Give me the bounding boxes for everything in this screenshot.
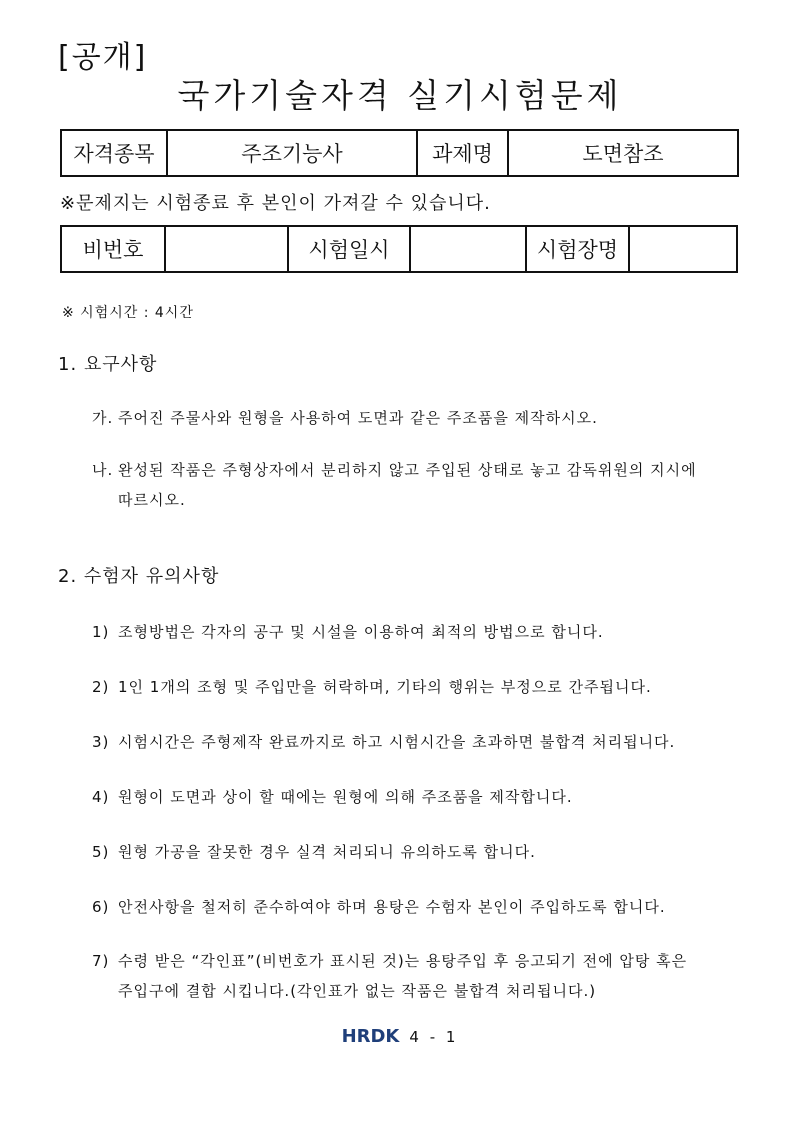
item-label: 4) — [92, 788, 110, 806]
item-text: 안전사항을 철저히 준수하여야 하며 용탕은 수험자 본인이 주입하도록 합니다. — [118, 898, 666, 916]
list-item — [92, 672, 744, 702]
list-item — [92, 892, 744, 922]
item-label: 가. — [92, 409, 114, 427]
item-label: 나. — [92, 461, 114, 479]
item-text: 원형 가공을 잘못한 경우 실격 처리되니 유의하도록 합니다. — [118, 843, 536, 861]
list-item — [92, 837, 744, 867]
item-label: 3) — [92, 733, 110, 751]
page-number: 4 - 1 — [409, 1028, 459, 1046]
exam-time: ※ 시험시간 : 4시간 — [62, 305, 194, 321]
item-label: 2) — [92, 678, 110, 696]
item-label: 1) — [92, 623, 110, 641]
info-table — [60, 129, 739, 177]
item-text: 수령 받은 “각인표”(비번호가 표시된 것)는 용탕주입 후 응고되기 전에 압탕 혹은 — [118, 952, 688, 970]
number-label: 비번호 — [61, 226, 165, 272]
date-label: 시험일시 — [288, 226, 410, 272]
list-item — [92, 727, 744, 757]
item-text: 1인 1개의 조형 및 주입만을 허락하며, 기타의 행위는 부정으로 간주됩니다. — [118, 678, 652, 696]
item-text-continued: 주입구에 결합 시킵니다.(각인표가 없는 작품은 불합격 처리됩니다.) — [118, 982, 597, 1000]
item-text: 조형방법은 각자의 공구 및 시설을 이용하여 최적의 방법으로 합니다. — [118, 623, 604, 641]
exam-table — [60, 225, 738, 273]
task-label: 과제명 — [417, 130, 508, 176]
list-item — [92, 403, 744, 433]
notice-text: ※문제지는 시험종료 후 본인이 가져갈 수 있습니다. — [60, 193, 491, 214]
list-item — [92, 782, 744, 812]
hrdk-logo: HRDK — [341, 1026, 400, 1047]
item-text-continued: 따르시오. — [118, 491, 186, 509]
place-label: 시험장명 — [526, 226, 629, 272]
item-label: 6) — [92, 898, 110, 916]
list-item — [92, 617, 744, 647]
page-footer — [0, 1026, 800, 1047]
list-item — [92, 455, 744, 515]
field-value: 주조기능사 — [167, 130, 417, 176]
number-value — [165, 226, 288, 272]
field-label: 자격종목 — [61, 130, 167, 176]
page-title: 국가기술자격 실기시험문제 — [177, 76, 623, 115]
section-heading-notes: 2. 수험자 유의사항 — [58, 566, 220, 587]
item-label: 7) — [92, 952, 110, 970]
date-value — [410, 226, 526, 272]
item-text: 시험시간은 주형제작 완료까지로 하고 시험시간을 초과하면 불합격 처리됩니다. — [118, 733, 676, 751]
list-item — [92, 946, 744, 1006]
public-tag: [공개] — [58, 40, 148, 75]
item-text: 완성된 작품은 주형상자에서 분리하지 않고 주입된 상태로 놓고 감독위원의 지시에 — [118, 461, 697, 479]
item-text: 원형이 도면과 상이 할 때에는 원형에 의해 주조품을 제작합니다. — [118, 788, 573, 806]
place-value — [629, 226, 737, 272]
section-heading-requirements: 1. 요구사항 — [58, 354, 158, 375]
item-text: 주어진 주물사와 원형을 사용하여 도면과 같은 주조품을 제작하시오. — [118, 409, 598, 427]
item-label: 5) — [92, 843, 110, 861]
task-value: 도면참조 — [508, 130, 738, 176]
